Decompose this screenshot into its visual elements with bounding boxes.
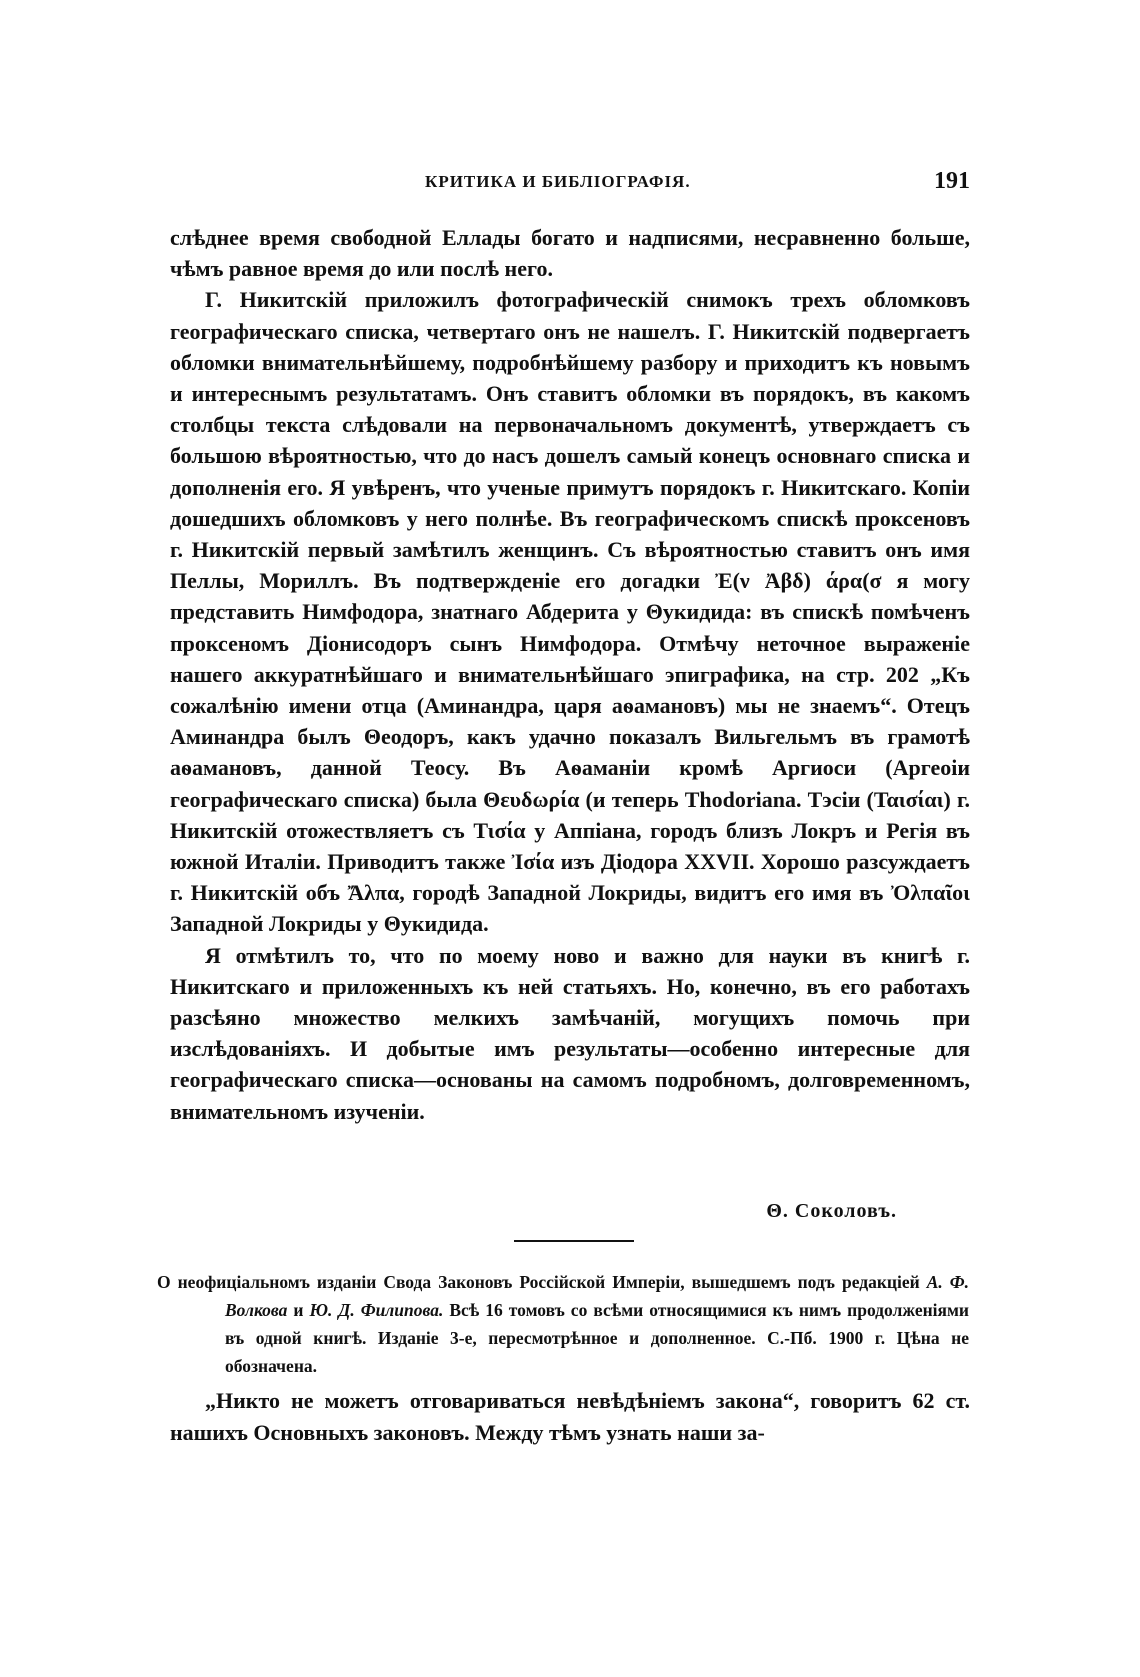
bib-editor-1: А. Ф. Волкова	[225, 1272, 969, 1320]
paragraph-next-review: „Никто не можетъ отговариваться невѣдѣніемъ закона“, говоритъ 62 ст. нашихъ Основныхъ законовъ. Между тѣмъ узнать наши за-	[170, 1388, 970, 1445]
page-header	[170, 168, 970, 208]
page-number: 191	[934, 168, 970, 194]
bib-tail: Всѣ 16 томовъ со всѣми относящимися къ нимъ продолженіями въ одной книгѣ. Изданіе 3-е, пересмотрѣнное и дополненное. С.-Пб. 1900 г. Цѣна не обозначена.	[225, 1300, 970, 1376]
bib-lead: О неофиціальномъ изданіи Свода Законовъ Россійской Имперіи, вышедшемъ подъ редакціей	[157, 1272, 920, 1292]
bib-editor-2: Ю. Д. Филипова.	[309, 1300, 444, 1320]
bib-conjunction: и	[293, 1300, 304, 1320]
running-head: КРИТИКА И БИБЛІОГРАФІЯ.	[425, 172, 691, 191]
author-signature: Θ. Соколовъ.	[766, 1200, 897, 1222]
paragraph-review: Г. Никитскій приложилъ фотографическій снимокъ трехъ обломковъ географическаго списка, четвертаго онъ не нашелъ. Г. Никитскій подвергаетъ обломки внимательнѣйшему, подробнѣйшему разбору и приходитъ къ новымъ и интереснымъ результатамъ. Онъ ставитъ обломки въ порядокъ, въ какомъ столбцы текста слѣдовали на первоначальномъ документѣ, утверждаетъ съ большою вѣроятностью, что до насъ дошелъ самый конецъ основнаго списка и дополненія его. Я увѣренъ, что ученые примутъ порядокъ г. Никитскаго. Копіи дошедшихъ обломковъ у него полнѣе. Въ географическомъ спискѣ проксеновъ г. Никитскій первый замѣтилъ женщинъ. Съ вѣроятностью ставитъ онъ имя Пеллы, Мориллъ. Въ подтвержденіе его догадки Ἐ(ν Ἀβδ) άρα(σ я могу представить Нимфодора, знатнаго Абдерита у Θукидида: въ спискѣ помѣченъ проксеномъ Діонисодоръ сынъ Нимфодора. Отмѣчу неточное выраженіе нашего аккуратнѣйшаго и внимательнѣйшаго эпиграфика, на стр. 202 „Къ сожалѣнію имени отца (Аминандра, царя аѳамановъ) мы не знаемъ“. Отецъ Аминандра былъ Θеодоръ, какъ удачно показалъ Вильгельмъ въ грамотѣ аѳамановъ, данной Теосу. Въ Аѳаманіи кромѣ Аргиоси (Аргеоіи географическаго списка) была Θευδωρία (и теперь Thodoriana. Тэсіи (Ταισίαι) г. Никитскій отожествляетъ съ Τισία у Аппіана, городъ близъ Локръ и Регія въ южной Италіи. Приводитъ также Ἰσία изъ Діодора XXVII. Хорошо разсуждаетъ г. Никитскій объ Ἄλπα, городѣ Западной Локриды, видитъ его имя въ Ὀλπαῖοι Западной Локриды у Θукидида.	[170, 287, 970, 937]
paragraph-continuation: слѣднее время свободной Еллады богато и надписями, несравненно больше, чѣмъ равное время до или послѣ него.	[170, 225, 970, 282]
paragraph-conclusion: Я отмѣтилъ то, что по моему ново и важно для науки въ книгѣ г. Никитскаго и приложенныхъ къ ней статьяхъ. Но, конечно, въ его работахъ разсѣяно множество мелкихъ замѣчаній, могущихъ помочь при изслѣдованіяхъ. И добытые имъ результаты—особенно интересные для географическаго списка—основаны на самомъ подробномъ, долговременномъ, внимательномъ изученіи.	[170, 942, 970, 1124]
next-review-text	[170, 1385, 970, 1449]
bibliography-entry	[157, 1268, 969, 1380]
main-text	[170, 222, 970, 1127]
section-divider	[514, 1240, 634, 1242]
